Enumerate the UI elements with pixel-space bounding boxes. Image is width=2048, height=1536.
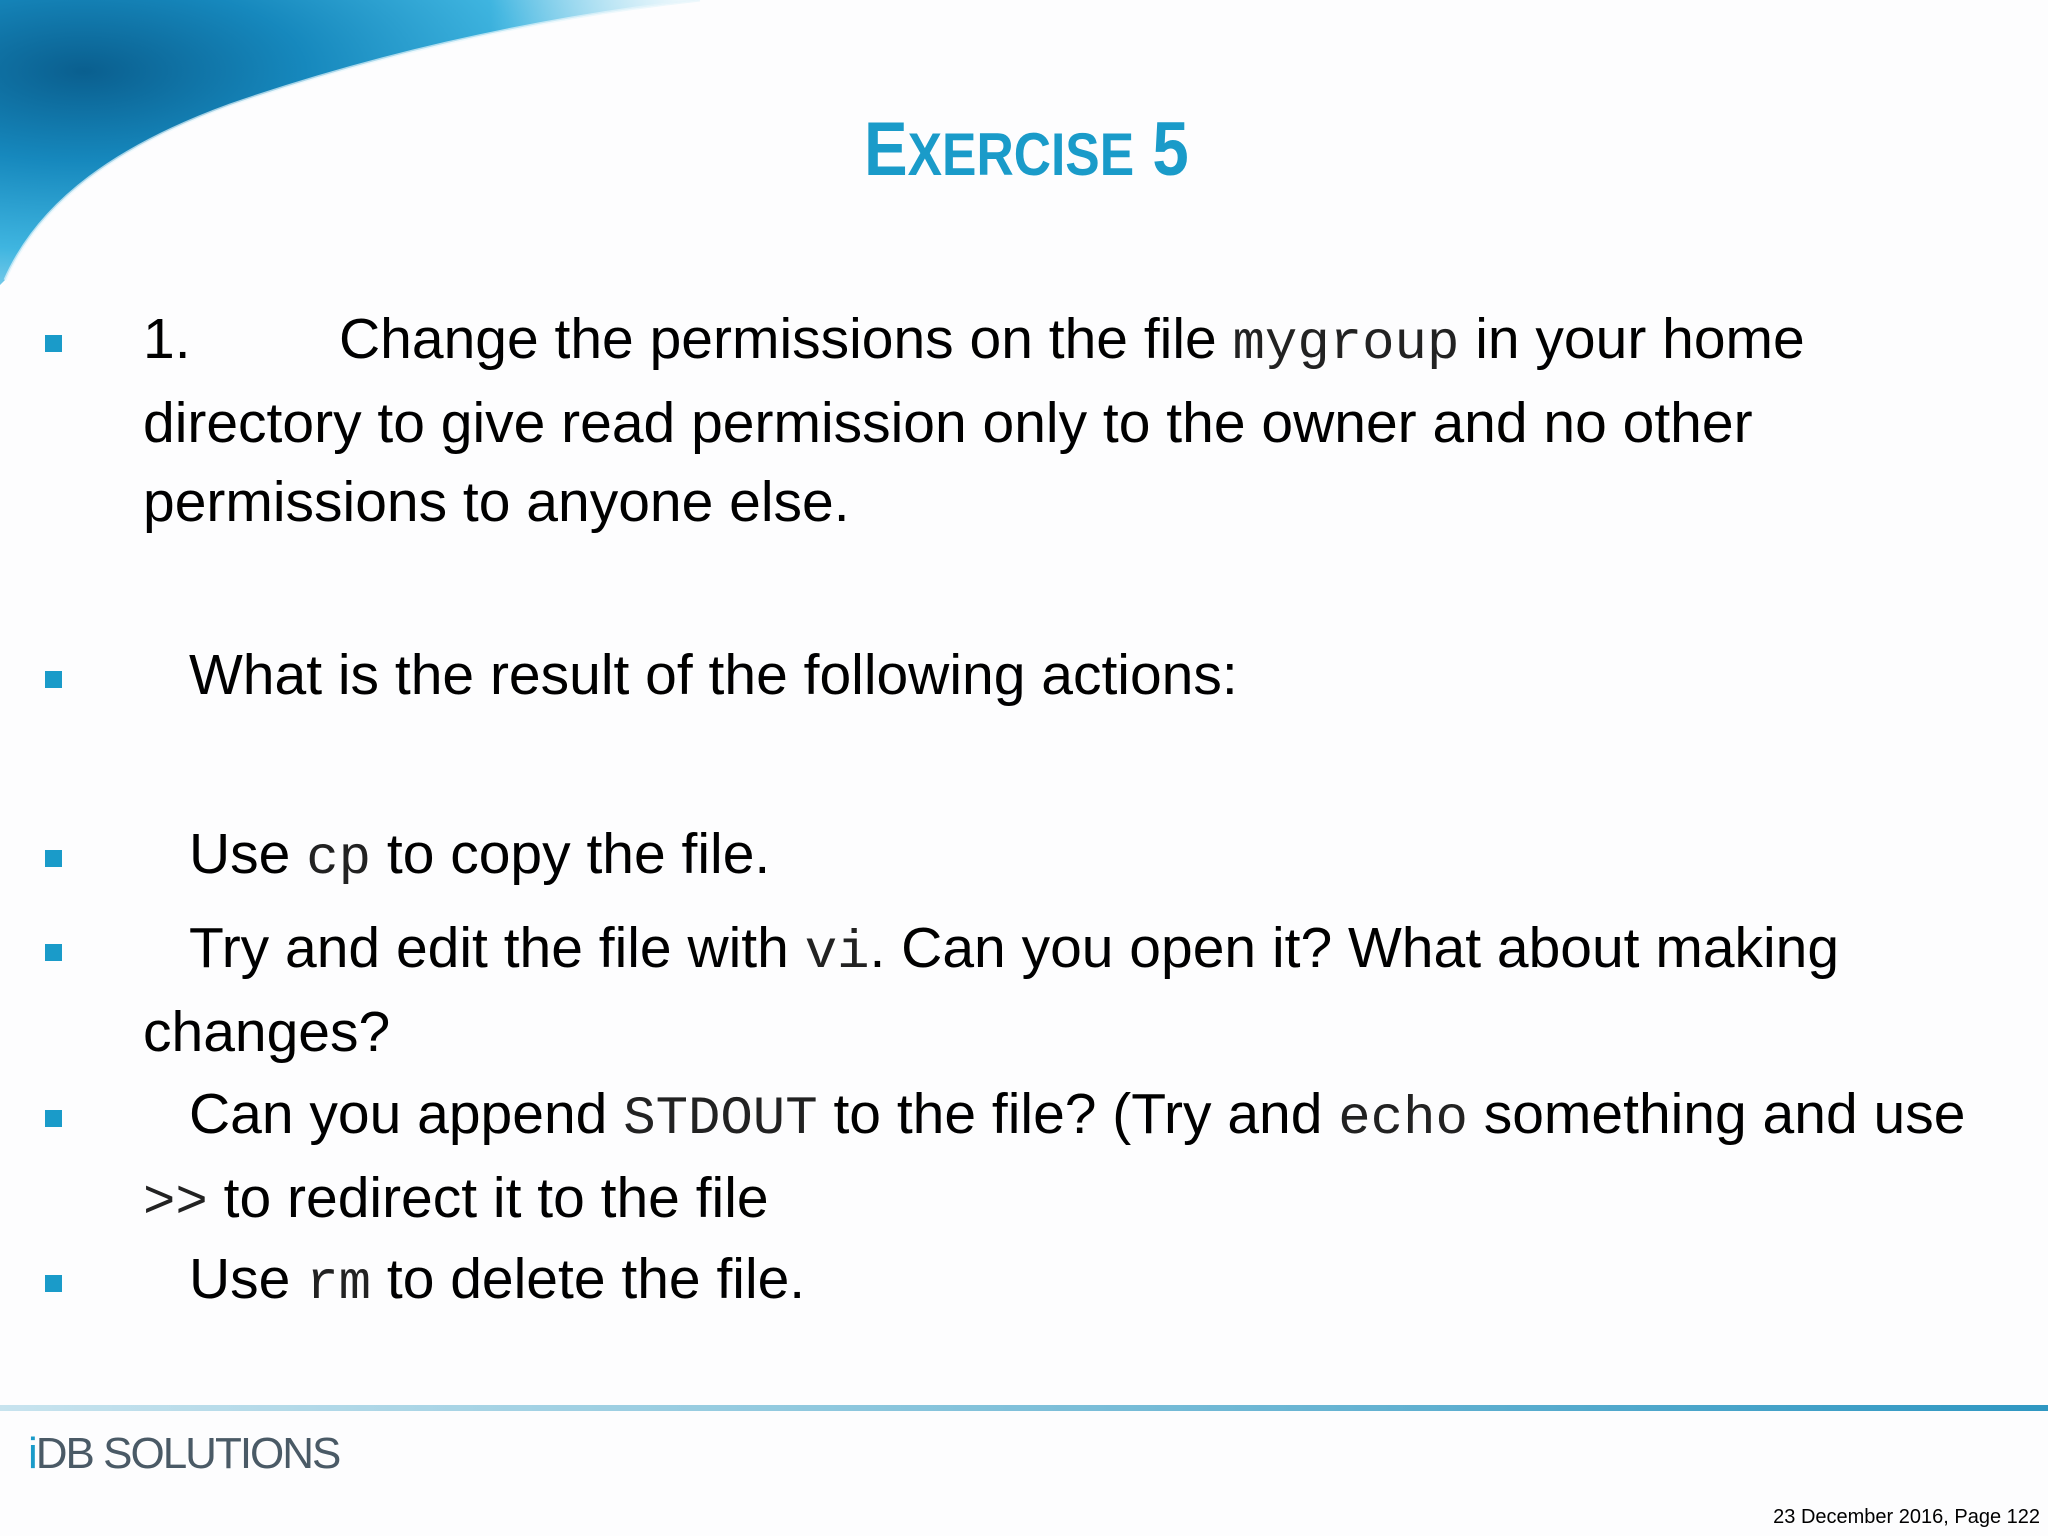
bullet-square-icon [45, 671, 62, 688]
logo-mark: i [28, 1429, 36, 1478]
text-segment: Can you append [189, 1082, 624, 1146]
title-number: 5 [1152, 107, 1189, 192]
text-segment: . Can you open it? What about making changes? [143, 916, 1840, 1064]
title-first-letter: E [864, 107, 908, 192]
date-page-number: 23 December 2016, Page 122 [1773, 1506, 2040, 1528]
bullet-text [143, 636, 1983, 715]
code-segment: echo [1338, 1089, 1468, 1150]
bullet-square-icon [45, 1110, 62, 1127]
bullet-square-icon [45, 335, 62, 352]
text-segment: What is the result of the following actions: [189, 643, 1238, 707]
text-segment: to redirect it to the file [207, 1166, 769, 1230]
bullet-text [143, 1240, 1983, 1324]
text-segment: to copy the file. [371, 822, 771, 886]
text-segment: to delete the file. [371, 1247, 806, 1311]
bullet-text [143, 815, 1983, 899]
code-segment: vi [804, 923, 870, 984]
bullet-square-icon [45, 944, 62, 961]
text-segment: to the file? (Try and [817, 1082, 1339, 1146]
text-segment: something and use [1467, 1082, 1966, 1146]
bullet-text [143, 909, 1863, 1072]
text-segment: Change the permissions on the file [339, 307, 1233, 371]
item-number: 1. [143, 307, 191, 371]
text-segment: in your home directory to give read permission only to the owner and no other permissions to anyone else. [143, 307, 1805, 534]
code-segment: cp [306, 829, 372, 890]
text-segment: Use [189, 1247, 307, 1311]
company-logo [28, 1428, 340, 1480]
bullet-square-icon [45, 1275, 62, 1292]
code-segment: >> [143, 1173, 208, 1234]
bullet-text [143, 1075, 1983, 1243]
logo-text: DB SOLUTIONS [35, 1429, 340, 1478]
text-segment: Try and edit the file with [189, 916, 805, 980]
code-segment: STDOUT [623, 1089, 818, 1150]
title-rest: XERCISE [907, 121, 1135, 188]
bullet-square-icon [45, 850, 62, 867]
code-segment: mygroup [1232, 314, 1460, 375]
text-segment: Use [189, 822, 307, 886]
code-segment: rm [306, 1254, 372, 1315]
footer-divider [0, 1405, 2048, 1411]
bullet-text [143, 300, 1983, 542]
